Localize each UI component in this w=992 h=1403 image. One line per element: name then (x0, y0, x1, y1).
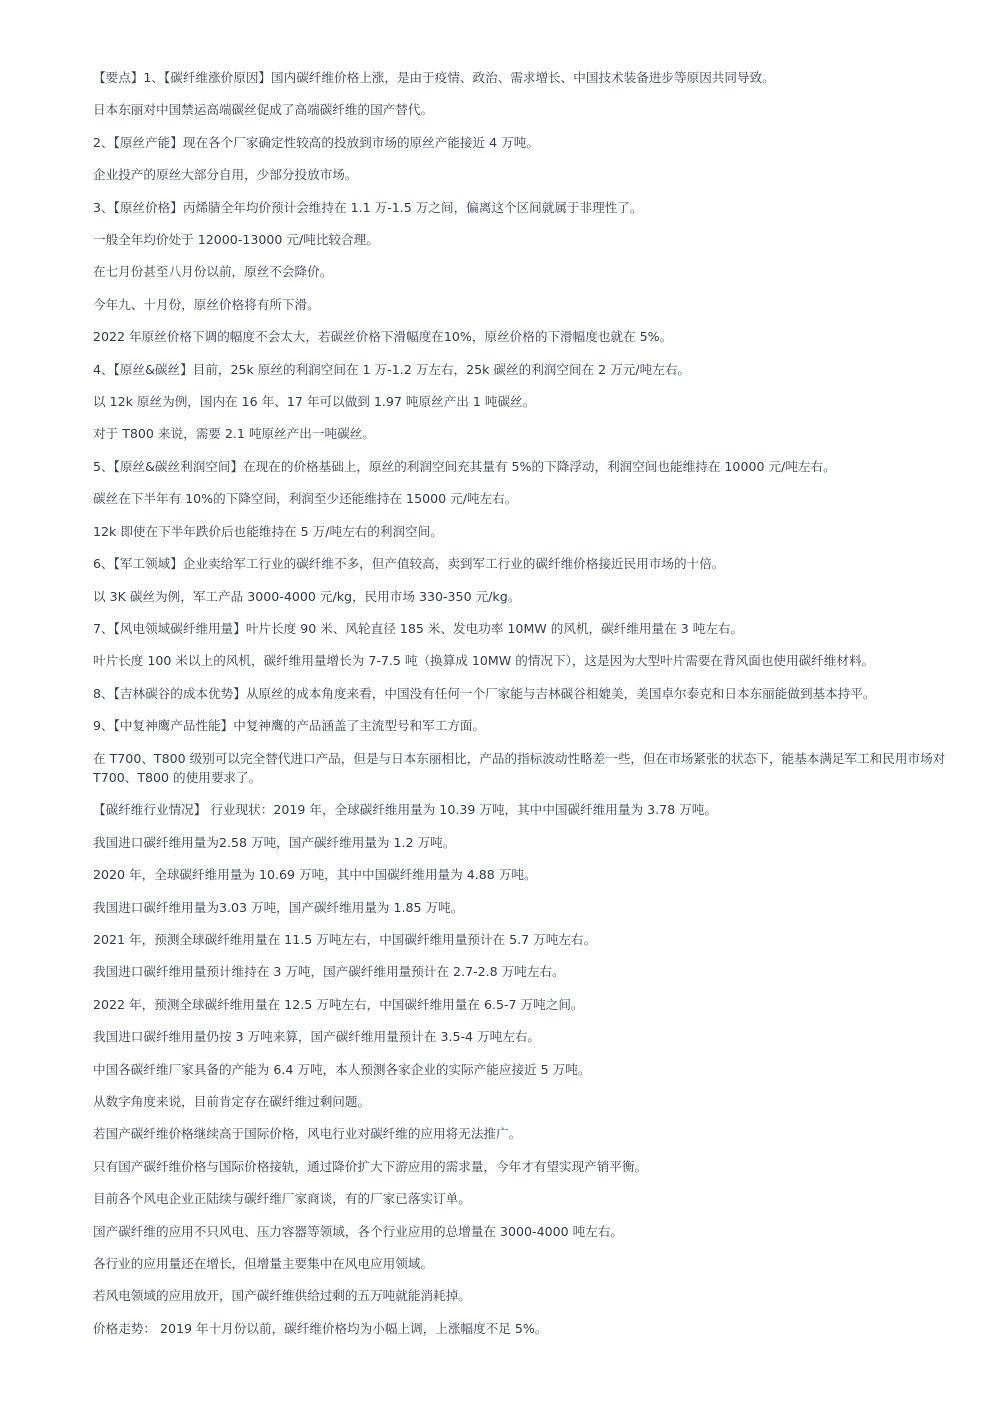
paragraph: 【要点】1、【碳纤维涨价原因】国内碳纤维价格上涨，是由于疫情、政治、需求增长、中国技术装备进步等原因共同导致。 (93, 70, 775, 85)
paragraph: 价格走势： 2019 年十月份以前，碳纤维价格均为小幅上调，上涨幅度不足 5%。 (93, 1320, 548, 1336)
paragraph: 12k 即使在下半年跌价后也能维持在 5 万/吨左右的利润空间。 (93, 523, 443, 539)
paragraph: 9、【中复神鹰产品性能】中复神鹰的产品涵盖了主流型号和军工方面。 (93, 718, 486, 734)
paragraph: 叶片长度 100 米以上的风机，碳纤维用量增长为 7-7.5 吨（换算成 10MW 的情况下），这是因为大型叶片需要在背风面也使用碳纤维材料。 (93, 653, 875, 669)
paragraph: 2022 年，预测全球碳纤维用量在 12.5 万吨左右，中国碳纤维用量在 6.5-7 万吨之间。 (93, 996, 584, 1012)
paragraph: 5、【原丝&碳丝利润空间】在现在的价格基础上，原丝的利润空间充其量有 5%的下降浮动，利润空间也能维持在 10000 元/吨左右。 (93, 458, 836, 474)
paragraph: 以 12k 原丝为例，国内在 16 年、17 年可以做到 1.97 吨原丝产出 1 吨碳丝。 (93, 394, 536, 410)
paragraph: 企业投产的原丝大部分自用，少部分投放市场。 (93, 167, 358, 183)
paragraph: 各行业的应用量还在增长，但增量主要集中在风电应用领域。 (93, 1256, 434, 1272)
paragraph: 2021 年，预测全球碳纤维用量在 11.5 万吨左右，中国碳纤维用量预计在 5.7 万吨左右。 (93, 931, 597, 947)
paragraph: 8、【吉林碳谷的成本优势】从原丝的成本角度来看，中国没有任何一个厂家能与吉林碳谷相媲美，美国卓尔泰克和日本东丽能做到基本持平。 (93, 685, 876, 701)
paragraph: 2022 年原丝价格下调的幅度不会太大，若碳丝价格下滑幅度在10%，原丝价格的下滑幅度也就在 5%。 (93, 329, 673, 345)
paragraph: 4、【原丝&碳丝】目前，25k 原丝的利润空间在 1 万-1.2 万左右，25k 碳丝的利润空间在 2 万元/吨左右。 (93, 361, 691, 377)
paragraph: 国产碳纤维的应用不只风电、压力容器等领域，各个行业应用的总增量在 3000-4000 吨左右。 (93, 1223, 624, 1239)
paragraph: 以 3K 碳丝为例，军工产品 3000-4000 元/kg，民用市场 330-350 元/kg。 (93, 588, 521, 604)
paragraph: 2020 年，全球碳纤维用量为 10.69 万吨，其中中国碳纤维用量为 4.88 万吨。 (93, 867, 537, 883)
paragraph: 日本东丽对中国禁运高端碳丝促成了高端碳纤维的国产替代。 (93, 102, 434, 118)
paragraph: 我国进口碳纤维用量预计维持在 3 万吨，国产碳纤维用量预计在 2.7-2.8 万吨左右。 (93, 964, 565, 980)
paragraph: 若风电领域的应用放开，国产碳纤维供给过剩的五万吨就能消耗掉。 (93, 1288, 471, 1304)
paragraph: 只有国产碳纤维价格与国际价格接轨，通过降价扩大下游应用的需求量，今年才有望实现产销平衡。 (93, 1158, 648, 1174)
paragraph: 从数字角度来说，目前肯定存在碳纤维过剩问题。 (93, 1094, 371, 1109)
paragraph: 碳丝在下半年有 10%的下降空间，利润至少还能维持在 15000 元/吨左右。 (93, 491, 518, 507)
paragraph: 若国产碳纤维价格继续高于国际价格，风电行业对碳纤维的应用将无法推广。 (93, 1126, 522, 1142)
paragraph: 一般全年均价处于 12000-13000 元/吨比较合理。 (93, 232, 379, 248)
paragraph: 今年九、十月份，原丝价格将有所下滑。 (93, 296, 320, 312)
paragraph: 7、【风电领域碳纤维用量】叶片长度 90 米、风轮直径 185 米、发电功率 10MW 的风机，碳纤维用量在 3 吨左右。 (93, 620, 744, 636)
paragraph: 对于 T800 来说，需要 2.1 吨原丝产出一吨碳丝。 (93, 426, 375, 442)
paragraph: 3、【原丝价格】丙烯腈全年均价预计会维持在 1.1 万-1.5 万之间，偏离这个区间就属于非理性了。 (93, 199, 643, 215)
document-body (93, 68, 953, 1351)
paragraph: 【碳纤维行业情况】 行业现状：2019 年，全球碳纤维用量为 10.39 万吨，其中中国碳纤维用量为 3.78 万吨。 (93, 802, 717, 818)
paragraph: 我国进口碳纤维用量为2.58 万吨，国产碳纤维用量为 1.2 万吨。 (93, 834, 456, 850)
paragraph: 6、【军工领域】企业卖给军工行业的碳纤维不多，但产值较高，卖到军工行业的碳纤维价格接近民用市场的十倍。 (93, 556, 725, 572)
paragraph: 我国进口碳纤维用量仍按 3 万吨来算，国产碳纤维用量预计在 3.5-4 万吨左右。 (93, 1029, 541, 1045)
paragraph: 我国进口碳纤维用量为3.03 万吨，国产碳纤维用量为 1.85 万吨。 (93, 899, 464, 915)
paragraph: 目前各个风电企业正陆续与碳纤维厂家商谈，有的厂家已落实订单。 (93, 1191, 471, 1207)
paragraph: 在 T700、T800 级别可以完全替代进口产品，但是与日本东丽相比，产品的指标波动性略差一些，但在市场紧张的状态下，能基本满足军工和民用市场对 T700、T800 的使用要求了。 (93, 750, 946, 785)
paragraph: 2、【原丝产能】现在各个厂家确定性较高的投放到市场的原丝产能接近 4 万吨。 (93, 134, 539, 150)
paragraph: 中国各碳纤维厂家具备的产能为 6.4 万吨，本人预测各家企业的实际产能应接近 5 万吨。 (93, 1061, 591, 1077)
paragraph: 在七月份甚至八月份以前，原丝不会降价。 (93, 264, 333, 280)
